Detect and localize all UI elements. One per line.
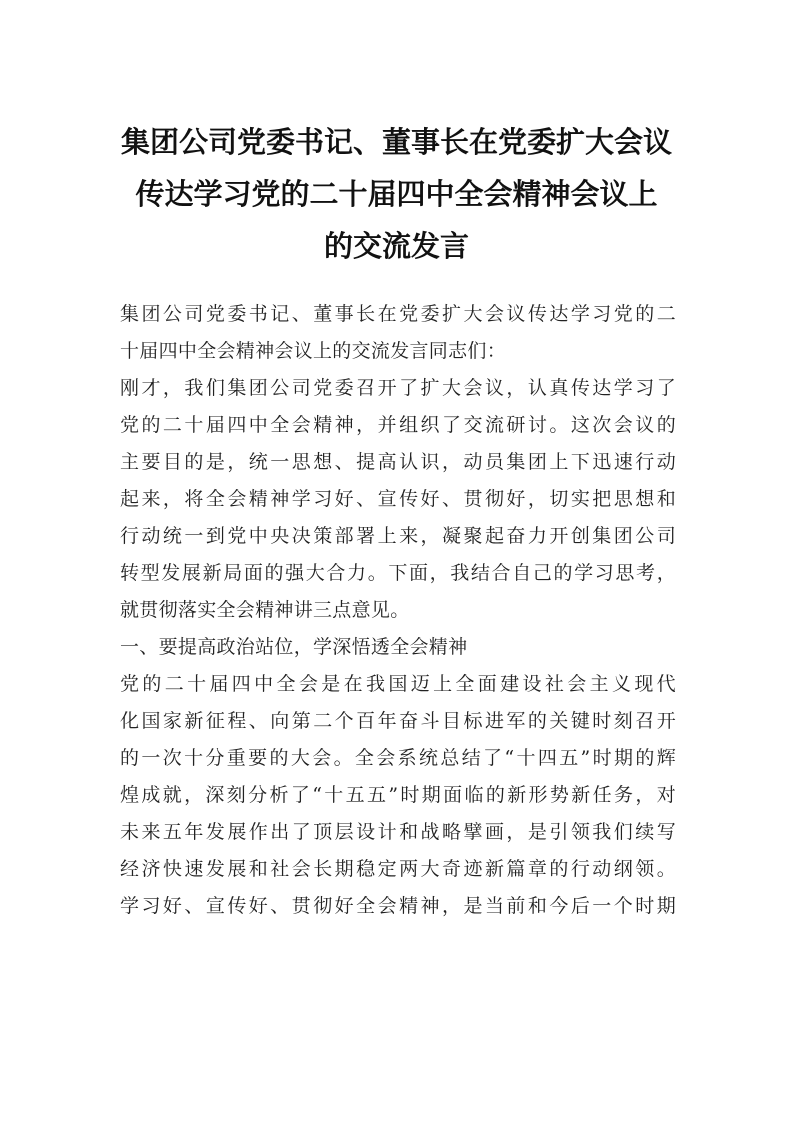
body-line: 十届四中全会精神会议上的交流发言同志们： — [120, 340, 507, 362]
body-line: 集团公司党委书记、董事长在党委扩大会议传达学习党的二 — [120, 303, 676, 325]
body-line: 学习好、宣传好、贯彻好全会精神，是当前和今后一个时期 — [120, 895, 676, 917]
section-heading: 一、要提高政治站位，学深悟透全会精神 — [120, 636, 468, 658]
body-line: 煌成就，深刻分析了“十五五”时期面临的新形势新任务，对 — [120, 784, 676, 806]
body-line: 经济快速发展和社会长期稳定两大奇迹新篇章的行动纲领。 — [120, 858, 676, 880]
body-line: 起来，将全会精神学习好、宣传好、贯彻好，切实把思想和 — [120, 488, 676, 510]
body-line: 行动统一到党中央决策部署上来，凝聚起奋力开创集团公司 — [120, 525, 676, 547]
title-line-3: 的交流发言 — [323, 229, 469, 263]
body-line: 就贯彻落实全会精神讲三点意见。 — [120, 599, 410, 621]
body-line: 党的二十届四中全会精神，并组织了交流研讨。这次会议的 — [120, 414, 676, 436]
body-line: 化国家新征程、向第二个百年奋斗目标进军的关键时刻召开 — [120, 710, 676, 732]
document-title — [100, 116, 693, 272]
body-line: 刚才，我们集团公司党委召开了扩大会议，认真传达学习了 — [120, 377, 676, 399]
body-line: 转型发展新局面的强大合力。下面，我结合自己的学习思考， — [120, 562, 676, 584]
body-line: 党的二十届四中全会是在我国迈上全面建设社会主义现代 — [120, 673, 676, 695]
title-line-2: 传达学习党的二十届四中全会精神会议上 — [135, 177, 658, 211]
body-line: 的一次十分重要的大会。全会系统总结了“十四五”时期的辉 — [120, 747, 676, 769]
title-line-1: 集团公司党委书记、董事长在党委扩大会议 — [120, 125, 672, 159]
document-body — [120, 296, 676, 925]
body-line: 未来五年发展作出了顶层设计和战略擘画，是引领我们续写 — [120, 821, 676, 843]
body-line: 主要目的是，统一思想、提高认识，动员集团上下迅速行动 — [120, 451, 676, 473]
